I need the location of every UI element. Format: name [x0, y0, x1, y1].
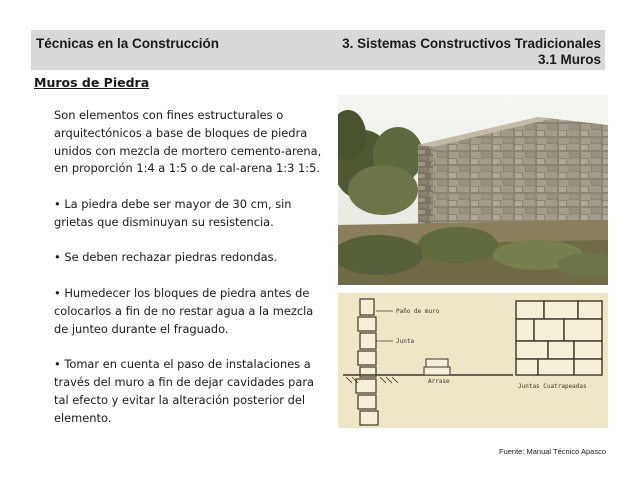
- chapter-title-line2: 3.1 Muros: [537, 52, 601, 67]
- drawing-label-arrase: Arrase: [428, 378, 450, 385]
- chapter-title: [342, 36, 601, 68]
- stone-wall-photo: [338, 95, 608, 285]
- source-caption: Fuente: Manual Técnico Apasco: [498, 447, 606, 456]
- header-bar: [31, 30, 605, 70]
- bullet-round-stones: • Se deben rechazar piedras redondas.: [54, 250, 278, 265]
- course-title: Técnicas en la Construcción: [36, 36, 220, 51]
- bullet-stone-size: • La piedra debe ser mayor de 30 cm, sin grietas que disminuyan su resistencia.: [54, 196, 292, 229]
- chapter-title-line1: 3. Sistemas Constructivos Tradicionales: [342, 36, 601, 51]
- section-title: Muros de Piedra: [34, 75, 150, 90]
- drawing-label-staggered: Juntas Cuatrapeadas: [518, 383, 587, 390]
- bullet-installations: • Tomar en cuenta el paso de instalaciones a través del muro a fin de dejar cavidades para tal efecto y evitar la alteración posterior del elemento.: [54, 357, 314, 425]
- bullet-wet-blocks: • Humedecer los bloques de piedra antes de colocarlos a fin de no restar agua a la mezcla de junteo durante el fraguado.: [54, 285, 314, 336]
- intro-paragraph: Son elementos con fines estructurales o arquitectónicos a base de bloques de piedra unidos con mezcla de mortero cemento-arena, en proporción 1:4 a 1:5 o de cal-arena 1:3 1:5.: [54, 108, 322, 176]
- body-text: [54, 107, 330, 445]
- stone-wall-drawing: [338, 293, 608, 428]
- drawing-label-joint: Junta: [396, 338, 415, 345]
- drawing-label-wall: Paño de muro: [396, 308, 440, 315]
